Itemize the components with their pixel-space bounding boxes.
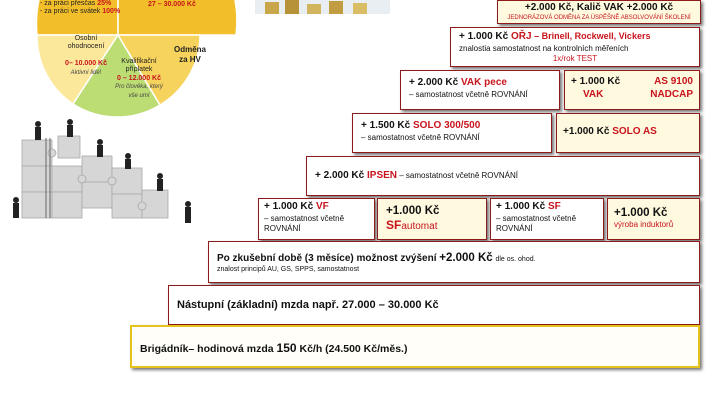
step-solo-as: +1.000 Kč SOLO AS [556, 113, 700, 153]
step-as9100: + 1.000 Kč AS 9100 VAK NADCAP [564, 70, 700, 110]
step-solo-300-500: + 1.500 Kč SOLO 300/500 – samostatnost včetně ROVNÁNÍ [352, 113, 552, 153]
step-entry-salary: Nástupní (základní) mzda např. 27.000 – 30.000 Kč [168, 285, 700, 325]
step-ipsen: + 2.000 Kč IPSEN – samostatnost včetně ROVNÁNÍ [306, 156, 700, 196]
step-probation: Po zkušební době (3 měsíce) možnost zvýšení +2.000 Kč dle os. ohod. znalost principů AU, GS, SPPS, samostatnost [208, 241, 700, 283]
puzzle-illustration [10, 118, 210, 228]
pie-label-personal: Osobní ohodnocení 0– 10.000 Kč Aktivní lidé! [64, 35, 108, 76]
step-vf: + 1.000 Kč VF – samostatnost včetně ROVNÁNÍ [258, 198, 375, 240]
step-sf-automat: +1.000 Kč SFautomat [377, 198, 487, 240]
pie-label-reward: Odměna za HV [173, 45, 206, 64]
step-orj: + 1.000 Kč OŘJ – Brinell, Rockwell, Vickers znalostia samostatnost na kontrolních měřeních 1x/rok TEST [450, 27, 700, 67]
pie-label-range: 27 – 30.000 Kč [148, 1, 196, 8]
pie-label-qualification: Kvalifikační příplatek 0 – 12.000 Kč Pro člověka, který vše umí [115, 58, 163, 99]
coins-photo [255, 0, 390, 14]
step-sf: + 1.000 Kč SF – samostatnost včetně ROVNÁNÍ [490, 198, 604, 240]
step-kalic-vak: +2.000 Kč, Kalič VAK +2.000 Kč JEDNORÁZOVÁ ODMĚNA ZA ÚSPĚŠNĚ ABSOLVOVÁNÍ ŠKOLENÍ [497, 0, 701, 24]
step-vak-pece: + 2.000 Kč VAK pece – samostatnost včetně ROVNÁNÍ [400, 70, 560, 110]
step-temp-worker: Brigádník– hodinová mzda 150 Kč/h (24.500 Kč/měs.) [130, 325, 700, 368]
pie-label-overtime: - za práci přesčas 25% - za práci ve svátek 100% [40, 0, 121, 16]
step-vyroba-induktoru: +1.000 Kč výroba induktorů [607, 198, 700, 240]
